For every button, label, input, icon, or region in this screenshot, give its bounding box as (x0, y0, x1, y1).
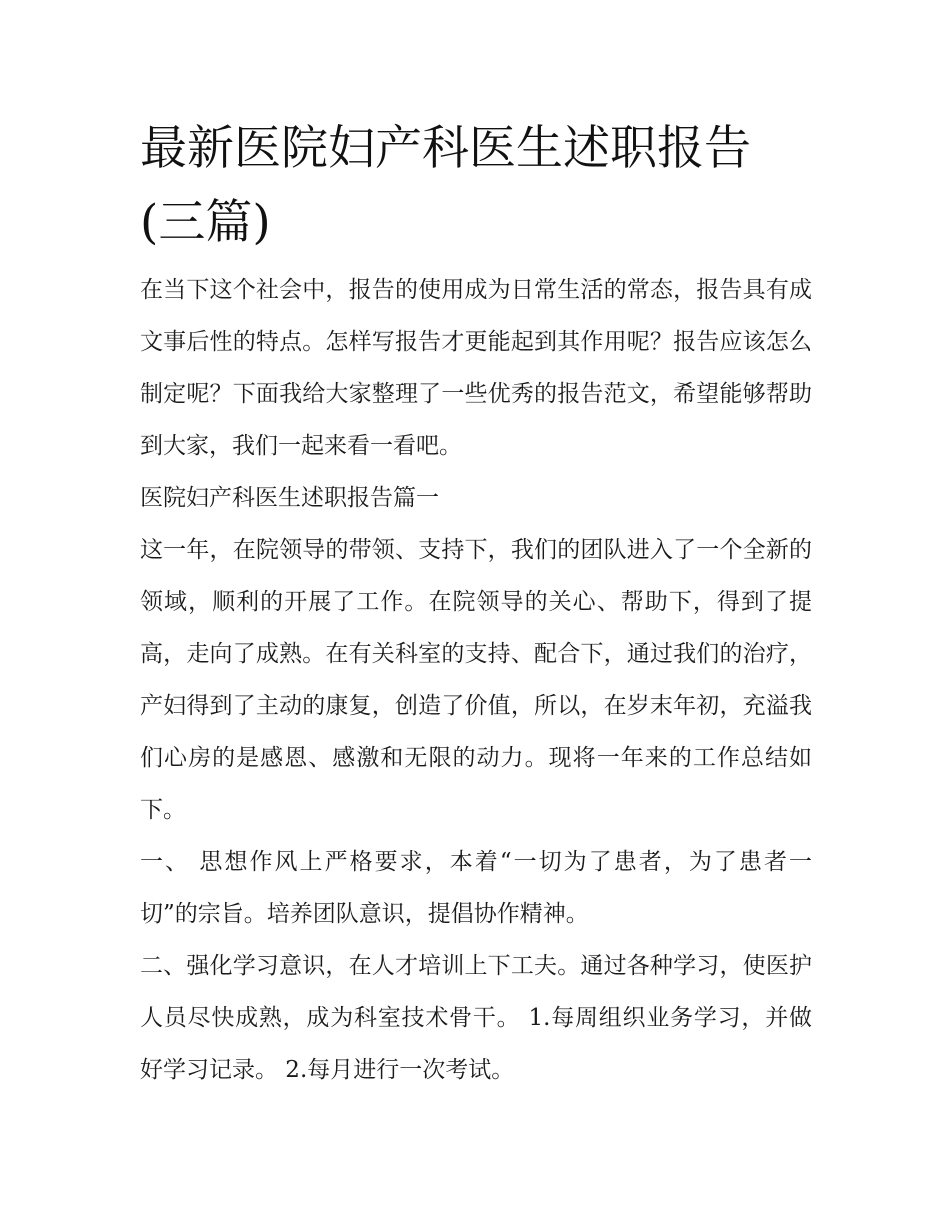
body-paragraph: 这一年，在院领导的带领、支持下，我们的团队进入了一个全新的领域，顺利的开展了工作。在院领导的关心、帮助下，得到了提高，走向了成熟。在有关科室的支持、配合下，通过我们的治疗，产妇得到了主动的康复，创造了价值，所以，在岁末年初，充溢我们心房的是感恩、感激和无限的动力。现将一年来的工作总结如下。 (140, 537, 812, 823)
document-body (140, 112, 812, 1096)
document-title: 最新医院妇产科医生述职报告(三篇) (140, 121, 751, 250)
list-item-2: 二、强化学习意识，在人才培训上下工夫。通过各种学习，使医护人员尽快成熟，成为科室技术骨干。 1.每周组织业务学习，并做好学习记录。 2.每月进行一次考试。 (140, 953, 812, 1083)
section-heading: 医院妇产科医生述职报告篇一 (140, 485, 439, 511)
list-item-1: 一、 思想作风上严格要求，本着“一切为了患者，为了患者一切”的宗旨。培养团队意识，提倡协作精神。 (140, 849, 812, 927)
intro-paragraph: 在当下这个社会中，报告的使用成为日常生活的常态，报告具有成文事后性的特点。怎样写报告才更能起到其作用呢？报告应该怎么制定呢？下面我给大家整理了一些优秀的报告范文，希望能够帮助到大家，我们一起来看一看吧。 (140, 277, 812, 459)
